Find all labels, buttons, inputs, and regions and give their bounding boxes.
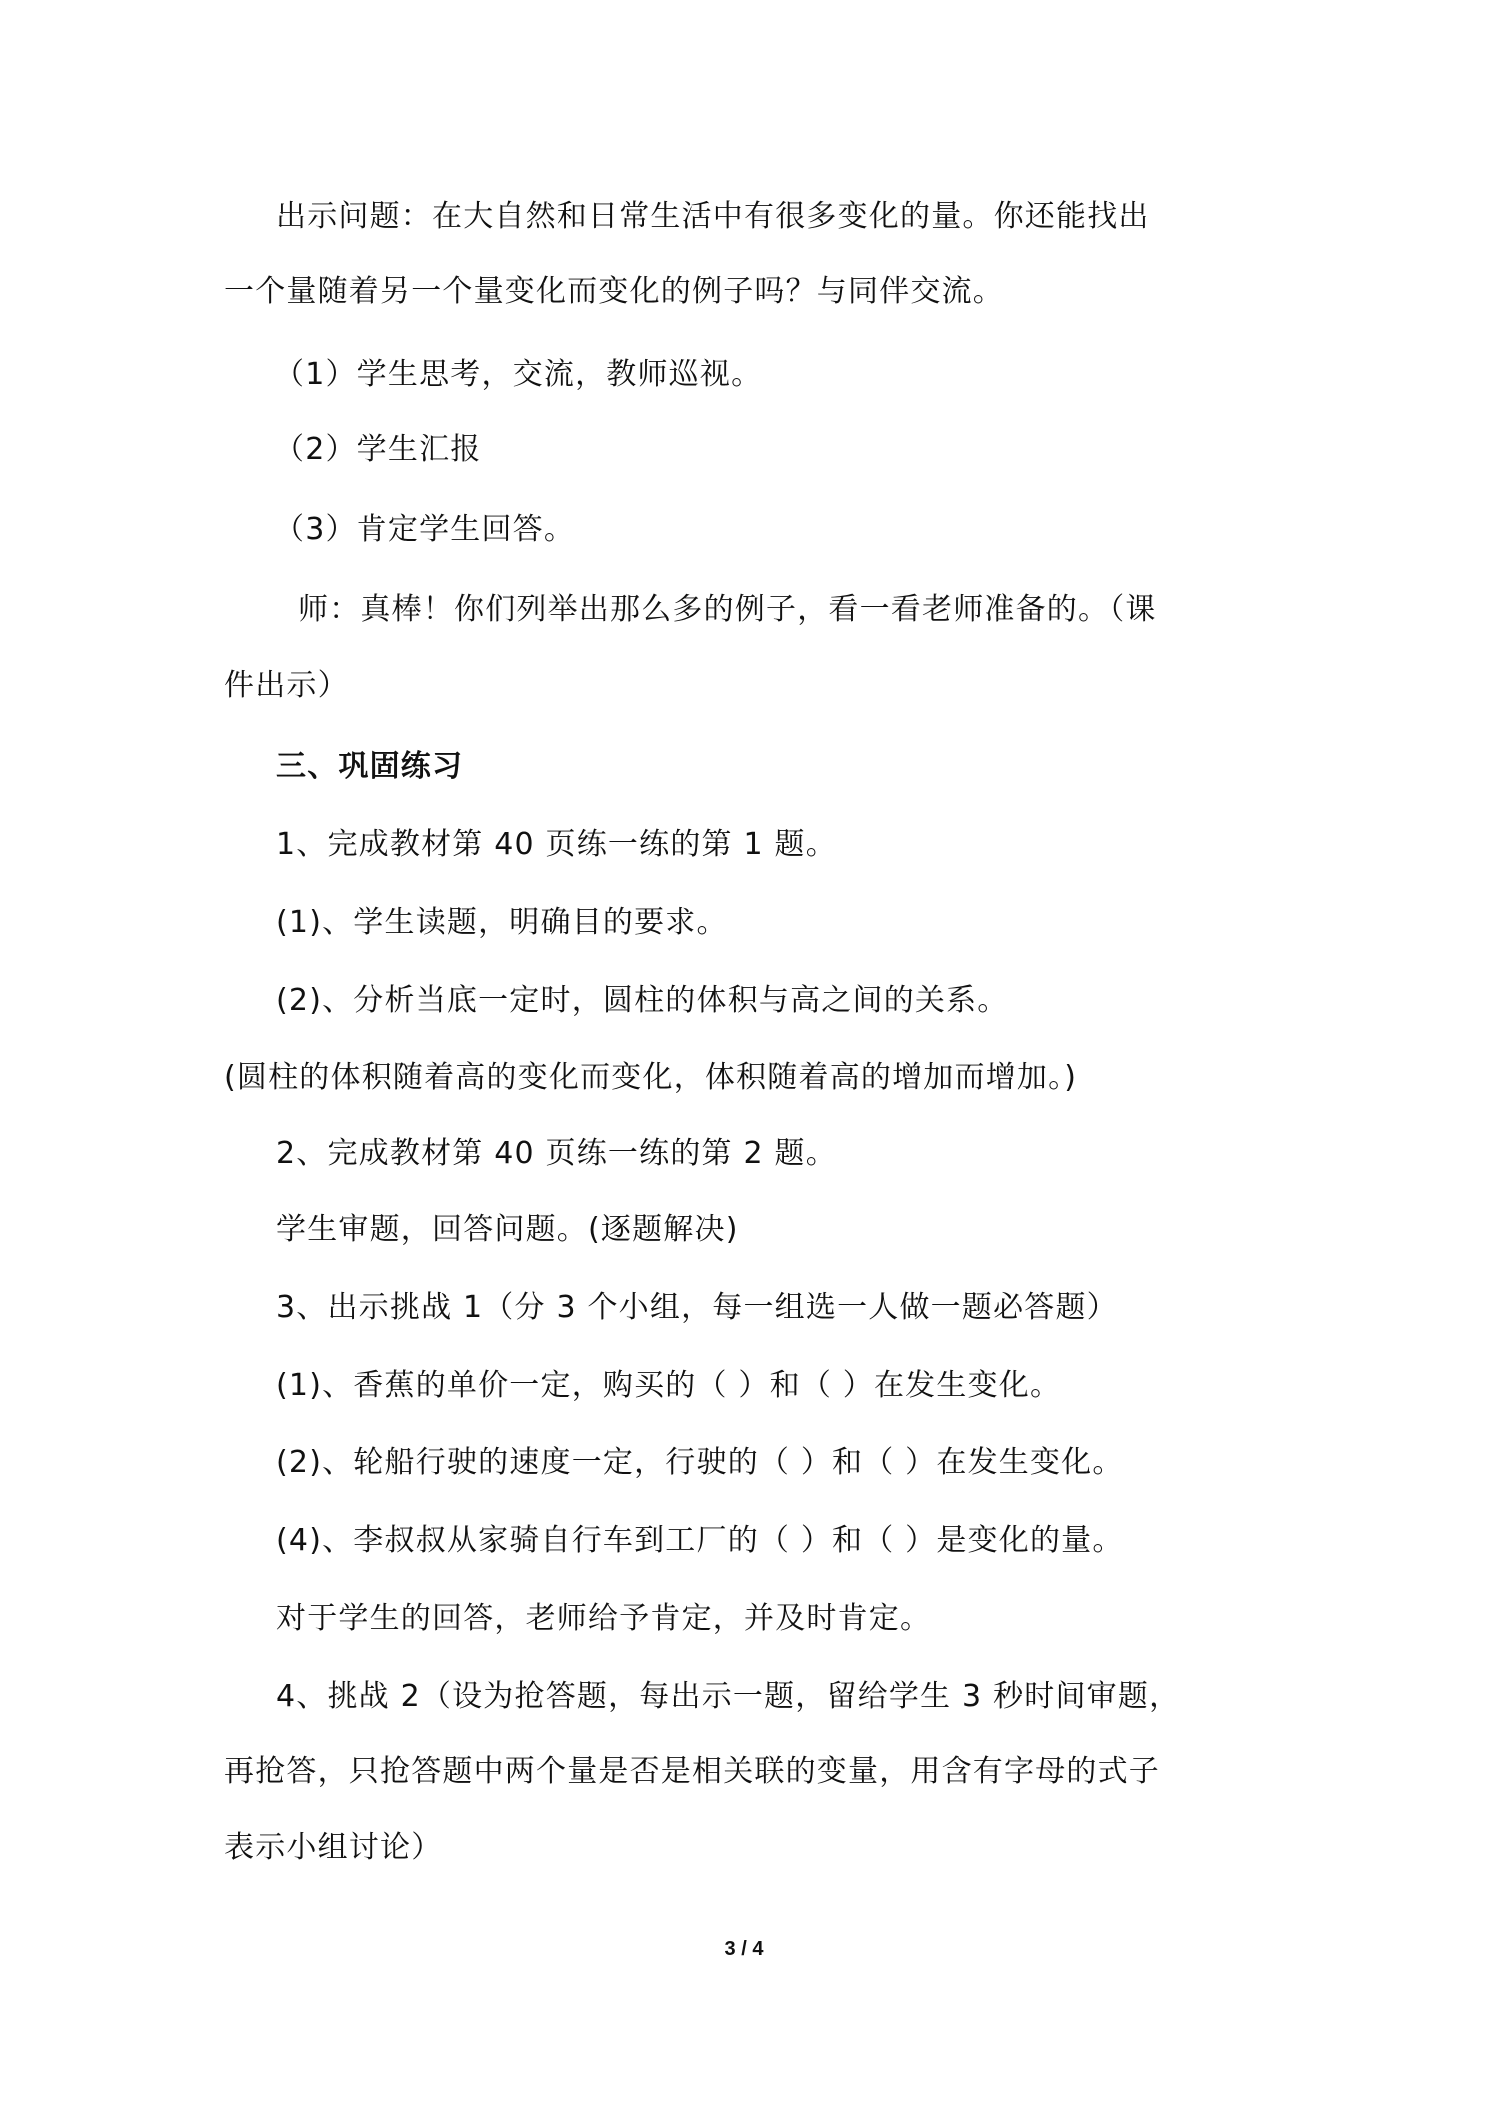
- text-line: 4、挑战 2（设为抢答题，每出示一题，留给学生 3 秒时间审题，: [276, 1679, 1181, 1714]
- text-line: 师：真棒！你们列举出那么多的例子，看一看老师准备的。（课: [298, 592, 1157, 627]
- text-line: 再抢答，只抢答题中两个量是否是相关联的变量，用含有字母的式子: [224, 1754, 1160, 1789]
- text-line: (2)、分析当底一定时，圆柱的体积与高之间的关系。: [276, 983, 1009, 1018]
- text-line: 件出示）: [224, 668, 349, 703]
- text-line: (圆柱的体积随着高的变化而变化，体积随着高的增加而增加。): [224, 1060, 1078, 1095]
- text-line: (2)、轮船行驶的速度一定，行驶的（ ）和（ ）在发生变化。: [276, 1445, 1124, 1480]
- text-line: （3）肯定学生回答。: [274, 512, 576, 547]
- text-line: (1)、香蕉的单价一定，购买的（ ）和（ ）在发生变化。: [276, 1368, 1062, 1403]
- text-line: 表示小组讨论）: [224, 1830, 443, 1865]
- text-line: 1、完成教材第 40 页练一练的第 1 题。: [276, 827, 837, 862]
- text-line: 对于学生的回答，老师给予肯定，并及时肯定。: [276, 1601, 932, 1636]
- text-line: (4)、李叔叔从家骑自行车到工厂的（ ）和（ ）是变化的量。: [276, 1523, 1124, 1558]
- section-heading: 三、巩固练习: [276, 749, 464, 784]
- text-line: 出示问题：在大自然和日常生活中有很多变化的量。你还能找出: [276, 199, 1150, 234]
- text-line: (1)、学生读题，明确目的要求。: [276, 905, 728, 940]
- page-number: 3 / 4: [724, 1938, 764, 1960]
- text-line: 一个量随着另一个量变化而变化的例子吗？与同伴交流。: [224, 274, 1004, 309]
- text-line: 3、出示挑战 1（分 3 个小组，每一组选一人做一题必答题）: [276, 1290, 1118, 1325]
- text-line: 2、完成教材第 40 页练一练的第 2 题。: [276, 1136, 837, 1171]
- text-line: （1）学生思考，交流，教师巡视。: [274, 357, 763, 392]
- text-line: （2）学生汇报: [274, 432, 482, 467]
- text-line: 学生审题，回答问题。(逐题解决): [276, 1212, 739, 1247]
